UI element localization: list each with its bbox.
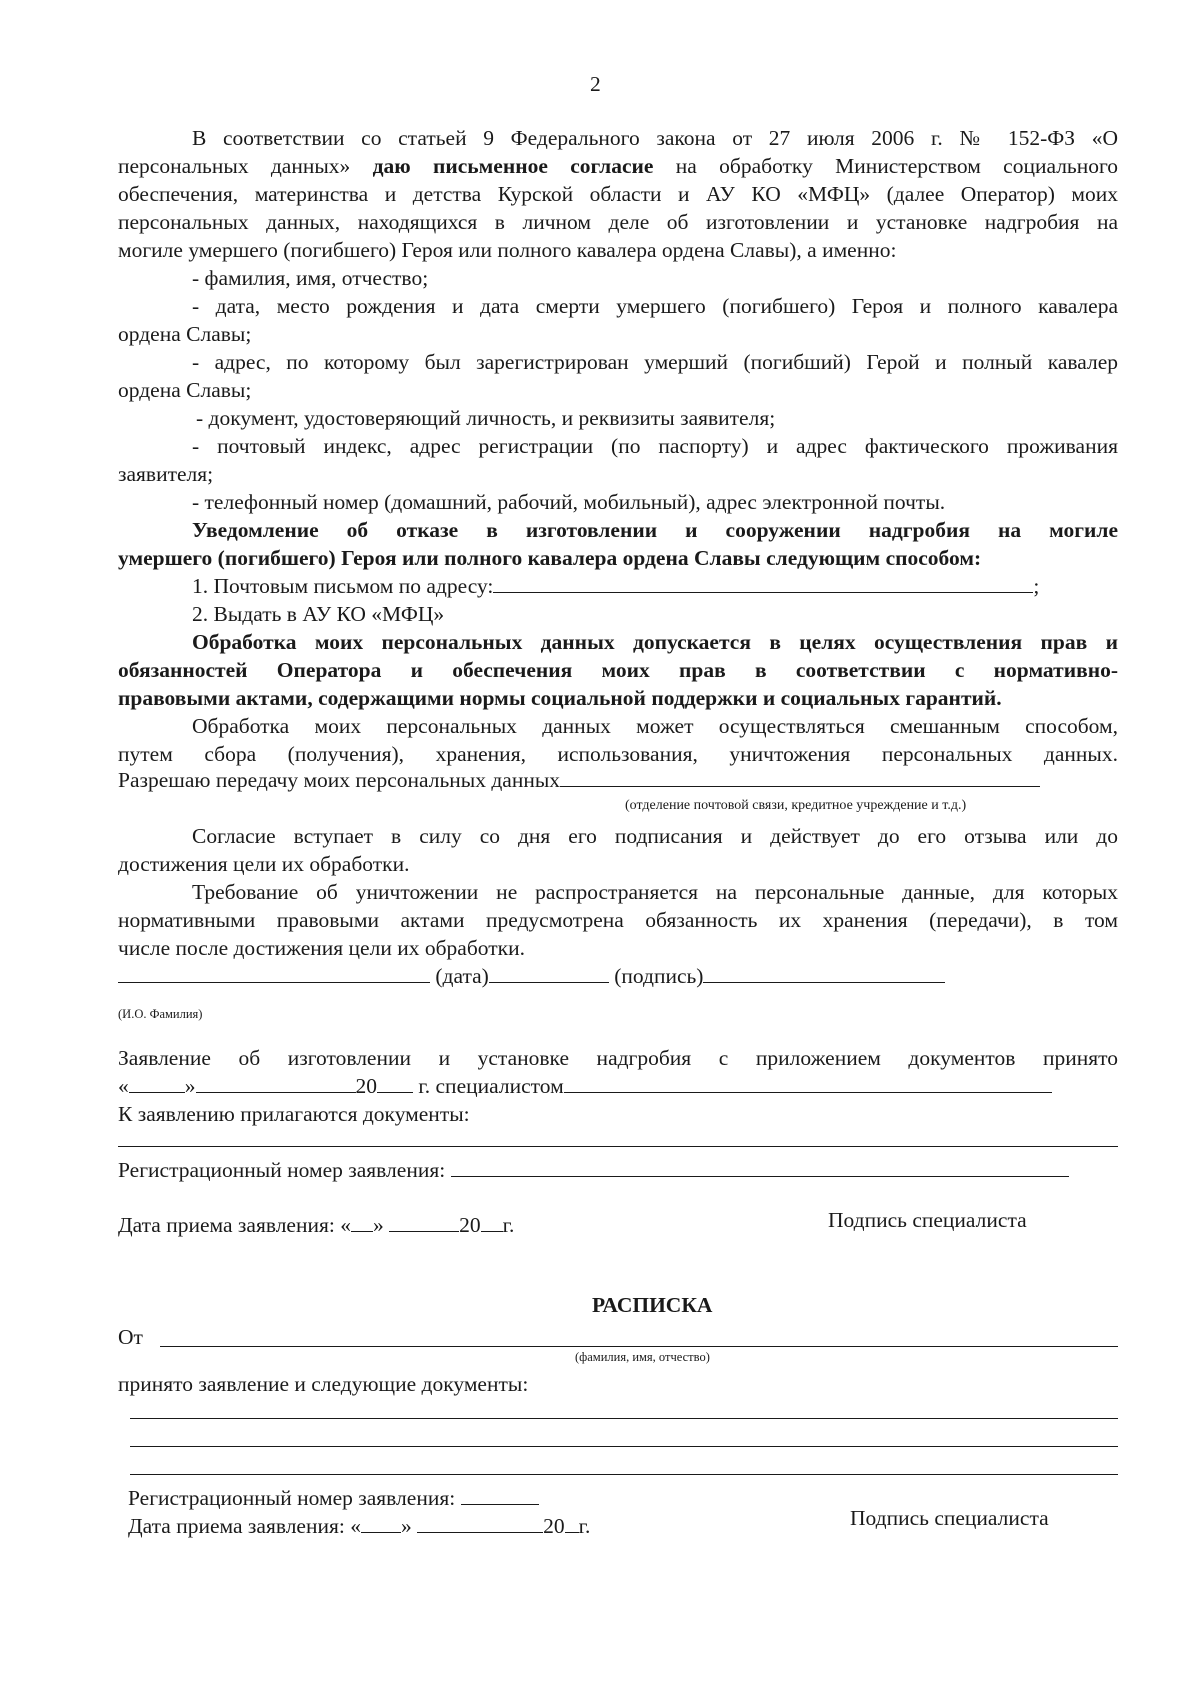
transfer-recipient-field[interactable] bbox=[560, 766, 1040, 787]
acceptance-reg-row bbox=[118, 1156, 1069, 1184]
receipt-reg-label: Регистрационный номер заявления: bbox=[128, 1486, 456, 1510]
attached-docs-field[interactable] bbox=[118, 1146, 1118, 1147]
receipt-date-label: Дата приема заявления: « bbox=[128, 1514, 361, 1538]
consent-line-4: персональных данных, находящихся в личном деле об изготовлении и установке надгробия на bbox=[118, 210, 1118, 234]
acceptance-reg-label: Регистрационный номер заявления: bbox=[118, 1158, 446, 1182]
signature-field[interactable] bbox=[703, 962, 945, 983]
destruction-line-2: нормативными правовыми актами предусмотрена обязанность их хранения (передачи), в том bbox=[118, 908, 1118, 932]
processing-bold-2: обязанностей Оператора и обеспечения моих прав в соответствии с нормативно- bbox=[118, 658, 1118, 682]
acceptance-signature-label: Подпись специалиста bbox=[828, 1208, 1027, 1232]
receipt-reg-field[interactable] bbox=[461, 1484, 539, 1505]
mail-address-field[interactable] bbox=[493, 572, 1033, 593]
receipt-signature-label: Подпись специалиста bbox=[850, 1506, 1049, 1530]
item-birth-death-1: - дата, место рождения и дата смерти умершего (погибшего) Героя и полного кавалера bbox=[192, 294, 1118, 318]
acceptance-specialist-label: г. специалистом bbox=[418, 1074, 564, 1098]
destruction-line-1: Требование об уничтожении не распространяется на персональные данные, для которых bbox=[192, 880, 1118, 904]
consent-give-written: даю письменное согласие bbox=[372, 154, 654, 178]
acceptance-day-field[interactable] bbox=[129, 1072, 185, 1093]
notice-option-mfc: 2. Выдать в АУ КО «МФЦ» bbox=[192, 602, 445, 626]
acceptance-date-day[interactable] bbox=[351, 1211, 373, 1232]
acceptance-specialist-field[interactable] bbox=[564, 1072, 1052, 1093]
receipt-docs-line-3[interactable] bbox=[130, 1474, 1118, 1475]
receipt-date-row bbox=[128, 1512, 590, 1540]
notice-option-mail-label: 1. Почтовым письмом по адресу: bbox=[192, 574, 494, 598]
acceptance-reg-field[interactable] bbox=[451, 1156, 1069, 1177]
receipt-date-close: » bbox=[400, 1514, 412, 1538]
receipt-from-label: От bbox=[118, 1325, 143, 1349]
transfer-recipient-hint: (отделение почтовой связи, кредитное учреждение и т.д.) bbox=[625, 798, 967, 813]
consent-law-name: персональных данных» bbox=[118, 154, 351, 178]
transfer-permission-label: Разрешаю передачу моих персональных данных bbox=[118, 768, 561, 792]
date-field[interactable] bbox=[489, 962, 609, 983]
acceptance-date-row bbox=[118, 1211, 514, 1239]
notice-line-1: Уведомление об отказе в изготовлении и сооружении надгробия на могиле bbox=[192, 518, 1118, 542]
receipt-docs-label: принято заявление и следующие документы: bbox=[118, 1372, 529, 1396]
item-phone-email: - телефонный номер (домашний, рабочий, мобильный), адрес электронной почты. bbox=[192, 490, 946, 514]
attached-docs-label: К заявлению прилагаются документы: bbox=[118, 1102, 470, 1126]
processing-line-3 bbox=[118, 766, 1040, 794]
receipt-date-year: 20 bbox=[543, 1514, 565, 1538]
notice-option-mail bbox=[192, 572, 1039, 600]
name-field[interactable] bbox=[118, 962, 430, 983]
acceptance-line-1: Заявление об изготовлении и установке надгробия с приложением документов принято bbox=[118, 1046, 1118, 1070]
processing-bold-1: Обработка моих персональных данных допускается в целях осуществления прав и bbox=[192, 630, 1118, 654]
receipt-docs-line-1[interactable] bbox=[130, 1418, 1118, 1419]
acceptance-month-field[interactable] bbox=[196, 1072, 356, 1093]
acceptance-date-suffix: г. bbox=[502, 1213, 515, 1237]
item-fio: - фамилия, имя, отчество; bbox=[192, 266, 429, 290]
receipt-date-year-field[interactable] bbox=[565, 1512, 579, 1533]
receipt-date-suffix: г. bbox=[578, 1514, 591, 1538]
acceptance-date-year-field[interactable] bbox=[481, 1211, 503, 1232]
acceptance-date-year: 20 bbox=[459, 1213, 481, 1237]
receipt-docs-line-2[interactable] bbox=[130, 1446, 1118, 1447]
consent-line-1: В соответствии со статьей 9 Федерального закона от 27 июля 2006 г. № 152-ФЗ «О bbox=[192, 126, 1118, 150]
mail-address-end: ; bbox=[1033, 574, 1040, 598]
receipt-from-hint: (фамилия, имя, отчество) bbox=[575, 1350, 710, 1364]
item-birth-death-2: ордена Славы; bbox=[118, 322, 252, 346]
validity-line-1: Согласие вступает в силу со дня его подписания и действует до его отзыва или до bbox=[192, 824, 1118, 848]
acceptance-date-month[interactable] bbox=[389, 1211, 459, 1232]
acceptance-quote-open: « bbox=[118, 1074, 129, 1098]
item-address-1: - адрес, по которому был зарегистрирован умерший (погибший) Герой и полный кавалер bbox=[192, 350, 1118, 374]
acceptance-year-prefix: 20 bbox=[355, 1074, 377, 1098]
signature-row bbox=[118, 962, 945, 990]
acceptance-date-close: » bbox=[372, 1213, 384, 1237]
item-postal-2: заявителя; bbox=[118, 462, 214, 486]
destruction-line-3: числе после достижения цели их обработки. bbox=[118, 936, 525, 960]
acceptance-line-2 bbox=[118, 1072, 1052, 1100]
item-identity-doc: - документ, удостоверяющий личность, и реквизиты заявителя; bbox=[196, 406, 776, 430]
date-label: (дата) bbox=[435, 964, 489, 988]
consent-processing-by: на обработку Министерством социального bbox=[675, 154, 1119, 178]
acceptance-year-field[interactable] bbox=[377, 1072, 413, 1093]
consent-line-5: могиле умершего (погибшего) Героя или полного кавалера ордена Славы), а именно: bbox=[118, 238, 897, 262]
receipt-date-month[interactable] bbox=[417, 1512, 543, 1533]
receipt-date-day[interactable] bbox=[361, 1512, 401, 1533]
signature-label: (подпись) bbox=[614, 964, 704, 988]
receipt-title: РАСПИСКА bbox=[592, 1293, 713, 1317]
receipt-from-field[interactable] bbox=[160, 1346, 1118, 1347]
processing-line-1: Обработка моих персональных данных может осуществляться смешанным способом, bbox=[192, 714, 1118, 738]
processing-line-2: путем сбора (получения), хранения, использования, уничтожения персональных данных. bbox=[118, 742, 1118, 766]
receipt-reg-row bbox=[128, 1484, 539, 1512]
item-address-2: ордена Славы; bbox=[118, 378, 252, 402]
acceptance-date-label: Дата приема заявления: « bbox=[118, 1213, 351, 1237]
acceptance-quote-close: » bbox=[184, 1074, 196, 1098]
consent-line-3: обеспечения, материнства и детства Курской области и АУ КО «МФЦ» (далее Оператор) моих bbox=[118, 182, 1118, 206]
validity-line-2: достижения цели их обработки. bbox=[118, 852, 410, 876]
page-number: 2 bbox=[590, 72, 601, 96]
consent-line-2 bbox=[118, 152, 1118, 180]
name-hint: (И.О. Фамилия) bbox=[118, 1007, 203, 1021]
processing-bold-3: правовыми актами, содержащими нормы социальной поддержки и социальных гарантий. bbox=[118, 686, 1002, 710]
item-postal-1: - почтовый индекс, адрес регистрации (по паспорту) и адрес фактического проживания bbox=[192, 434, 1118, 458]
notice-line-2: умершего (погибшего) Героя или полного кавалера ордена Славы следующим способом: bbox=[118, 546, 982, 570]
